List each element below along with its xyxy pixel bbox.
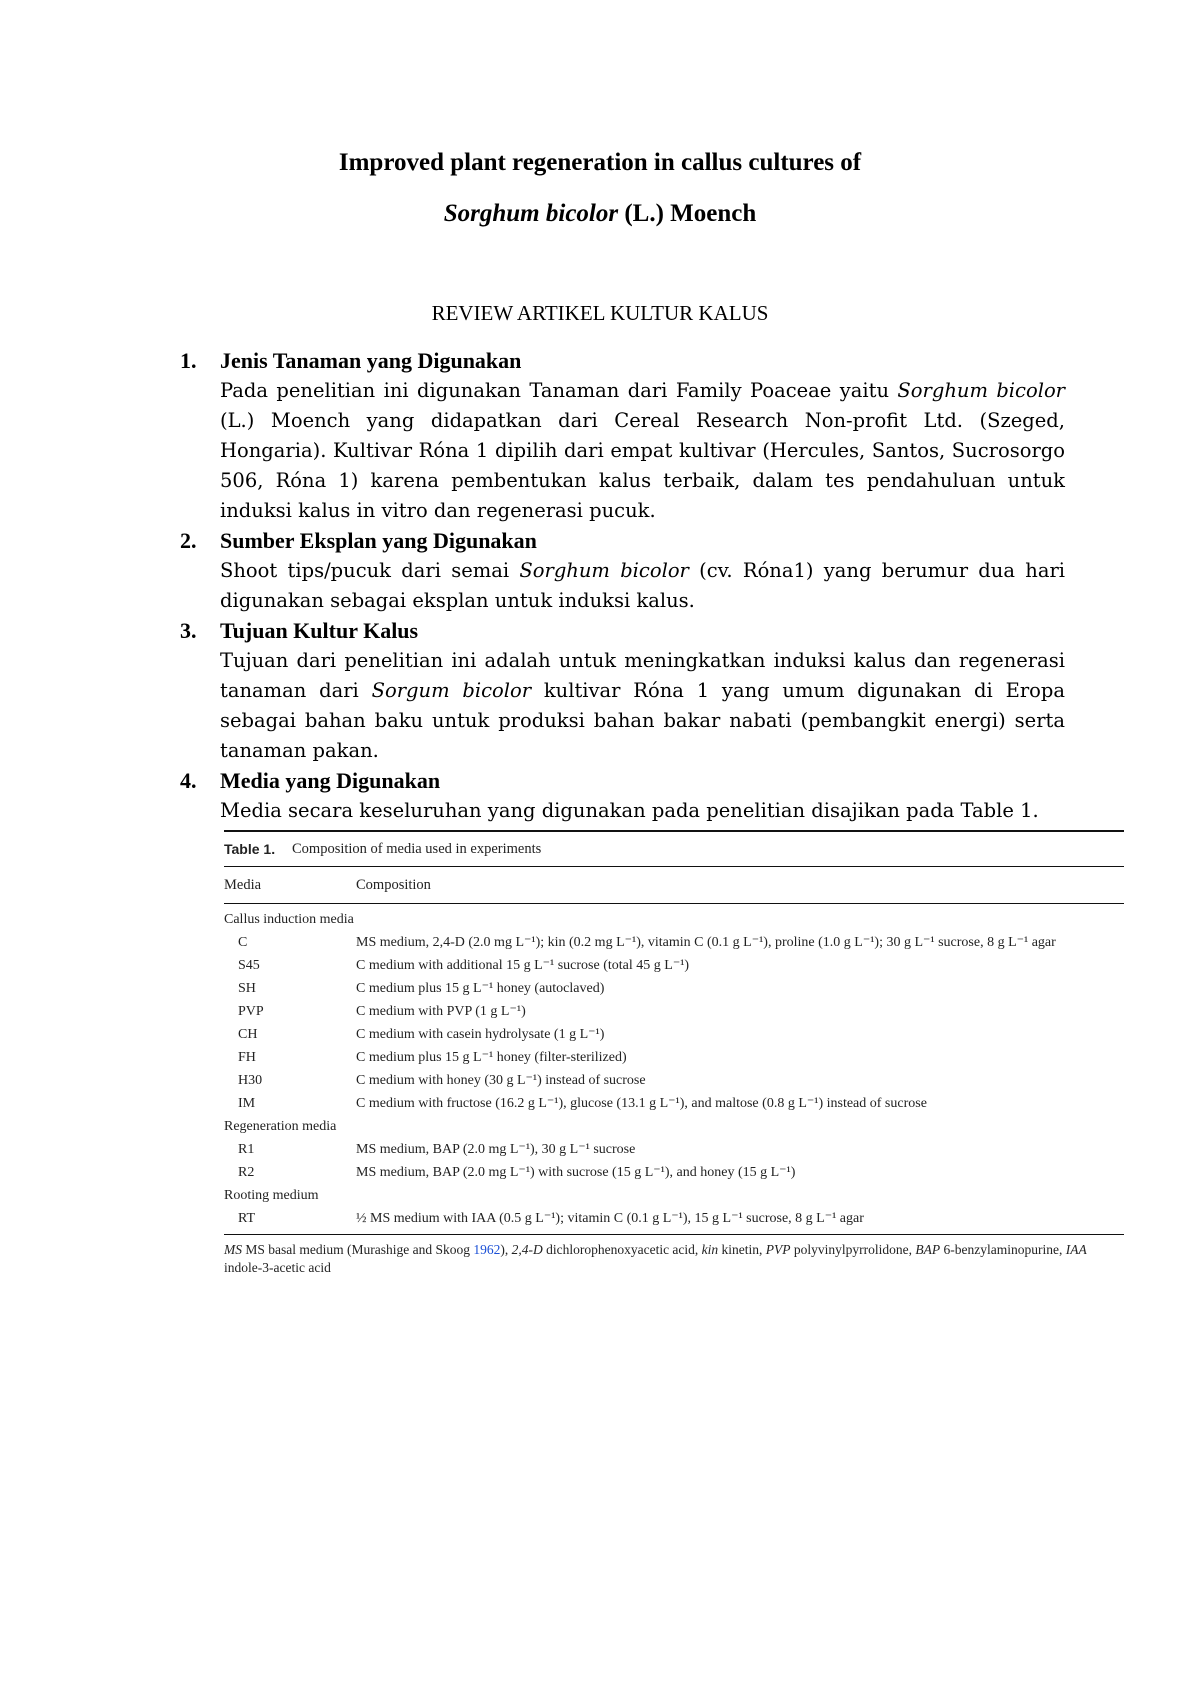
- italic-text: Sorghum bicolor: [897, 379, 1066, 402]
- composition-cell: MS medium, BAP (2.0 mg L⁻¹) with sucrose (15 g L⁻¹), and honey (15 g L⁻¹): [356, 1165, 796, 1180]
- section-body: [220, 376, 1065, 526]
- abbreviation-text: PVP: [765, 1242, 791, 1257]
- column-header-media: Media: [224, 876, 262, 893]
- section-item: [180, 616, 1065, 766]
- table-row: [224, 1046, 1124, 1069]
- section-number: 4.: [180, 768, 197, 793]
- section-heading: Media yang Digunakan: [220, 768, 441, 793]
- table-bottom-rule: [224, 1234, 1124, 1235]
- media-table: [224, 830, 1124, 1277]
- table-row: [224, 954, 1124, 977]
- media-code-cell: PVP: [238, 1003, 264, 1019]
- section-heading: Tujuan Kultur Kalus: [220, 618, 419, 643]
- table-label: Table 1.: [224, 841, 276, 857]
- body-text: Media secara keseluruhan yang digunakan pada penelitian disajikan pada Table 1.: [220, 799, 1039, 822]
- composition-cell: C medium with casein hydrolysate (1 g L⁻¹): [356, 1027, 605, 1042]
- italic-text: Sorgum bicolor: [371, 679, 532, 702]
- table-row: [224, 1161, 1124, 1184]
- section-item: [180, 766, 1065, 826]
- composition-cell: C medium with additional 15 g L⁻¹ sucrose (total 45 g L⁻¹): [356, 958, 690, 973]
- table-row: [224, 931, 1124, 954]
- section-list: [180, 346, 1065, 826]
- table-row: [224, 1069, 1124, 1092]
- species-author: (L.) Moench: [618, 200, 757, 227]
- section-number: 3.: [180, 618, 197, 643]
- table-row: [224, 1092, 1124, 1115]
- body-text: (cv. Róna1) yang berumur dua hari digunakan sebagai eksplan untuk induksi kalus.: [220, 559, 1066, 612]
- body-text: kultivar Róna 1 yang umum digunakan di Eropa sebagai bahan baku untuk produksi bahan bakar nabati (pembangkit energi) serta tanaman pakan.: [220, 679, 1065, 762]
- composition-cell: C medium with honey (30 g L⁻¹) instead of sucrose: [356, 1073, 646, 1088]
- body-text: Tujuan dari penelitian ini adalah untuk meningkatkan induksi kalus dan regenerasi tanaman dari: [220, 649, 1065, 702]
- section-item: [180, 346, 1065, 526]
- footnote-text: MS basal medium (Murashige and Skoog: [242, 1242, 474, 1257]
- table-body: [224, 904, 1124, 1234]
- table-row: [224, 1207, 1124, 1230]
- table-row: [224, 1023, 1124, 1046]
- composition-cell: ½ MS medium with IAA (0.5 g L⁻¹); vitamin C (0.1 g L⁻¹), 15 g L⁻¹ sucrose, 8 g L⁻¹ agar: [356, 1211, 864, 1226]
- footnote-text: kinetin,: [718, 1242, 766, 1257]
- table-caption-text: Composition of media used in experiments: [292, 840, 542, 857]
- table-row: [224, 1000, 1124, 1023]
- composition-cell: C medium plus 15 g L⁻¹ honey (autoclaved): [356, 981, 605, 996]
- media-code-cell: RT: [238, 1210, 256, 1226]
- body-text: (L.) Moench yang didapatkan dari Cereal Research Non-profit Ltd. (Szeged, Hongaria). Kultivar Róna 1 dipilih dari empat kultivar (Hercules, Santos, Sucrosorgo 506, Róna 1) karena pembentukan kalus terbaik, dalam tes pendahuluan untuk induksi kalus in vitro dan regenerasi pucuk.: [220, 409, 1065, 522]
- table-footnote: [224, 1241, 1124, 1277]
- footnote-text: polyvinylpyrrolidone,: [790, 1242, 916, 1257]
- table-row: [224, 1138, 1124, 1161]
- section-body: [220, 796, 1065, 826]
- composition-cell: MS medium, BAP (2.0 mg L⁻¹), 30 g L⁻¹ sucrose: [356, 1142, 636, 1157]
- table-caption: [224, 832, 1124, 866]
- media-code-cell: S45: [238, 957, 260, 973]
- column-header-composition: Composition: [356, 876, 431, 893]
- table-group-heading: Rooting medium: [224, 1187, 319, 1203]
- body-text: Shoot tips/pucuk dari semai: [220, 559, 520, 582]
- document-title-line-2: [0, 200, 1200, 228]
- abbreviation-text: 2,4-D: [511, 1242, 543, 1257]
- composition-cell: C medium with PVP (1 g L⁻¹): [356, 1004, 526, 1019]
- media-code-cell: H30: [238, 1072, 263, 1088]
- section-item: [180, 526, 1065, 616]
- section-heading: Sumber Eksplan yang Digunakan: [220, 528, 537, 553]
- composition-cell: MS medium, 2,4-D (2.0 mg L⁻¹); kin (0.2 mg L⁻¹), vitamin C (0.1 g L⁻¹), proline (1.0 g L⁻¹); 30 g L⁻¹ sucrose, 8 g L⁻¹ agar: [356, 935, 1056, 950]
- footnote-text: ),: [500, 1242, 512, 1257]
- table-header: [224, 867, 1124, 903]
- document-title-line-1: Improved plant regeneration in callus cultures of: [338, 149, 862, 176]
- media-code-cell: SH: [238, 980, 256, 996]
- abbreviation-text: BAP: [915, 1242, 941, 1257]
- media-code-cell: C: [238, 934, 248, 950]
- footnote-text: dichlorophenoxyacetic acid,: [542, 1242, 702, 1257]
- citation-link: 1962: [473, 1242, 501, 1257]
- species-name: Sorghum bicolor: [443, 200, 619, 227]
- footnote-text: indole-3-acetic acid: [224, 1260, 331, 1275]
- document-subtitle: REVIEW ARTIKEL KULTUR KALUS: [431, 301, 769, 325]
- body-text: Pada penelitian ini digunakan Tanaman dari Family Poaceae yaitu: [220, 379, 898, 402]
- section-number: 1.: [180, 348, 197, 373]
- section-heading: Jenis Tanaman yang Digunakan: [220, 348, 522, 373]
- table-group-heading: Regeneration media: [224, 1118, 337, 1134]
- abbreviation-text: IAA: [1065, 1242, 1087, 1257]
- italic-text: Sorghum bicolor: [519, 559, 689, 582]
- media-code-cell: R1: [238, 1141, 255, 1157]
- section-body: [220, 646, 1065, 766]
- section-number: 2.: [180, 528, 197, 553]
- table-group-heading: Callus induction media: [224, 911, 354, 927]
- section-body: [220, 556, 1065, 616]
- composition-cell: C medium plus 15 g L⁻¹ honey (filter-sterilized): [356, 1050, 627, 1065]
- composition-cell: C medium with fructose (16.2 g L⁻¹), glucose (13.1 g L⁻¹), and maltose (0.8 g L⁻¹) instead of sucrose: [356, 1096, 927, 1111]
- media-code-cell: CH: [238, 1026, 258, 1042]
- media-code-cell: FH: [238, 1049, 256, 1065]
- footnote-text: 6-benzylaminopurine,: [940, 1242, 1066, 1257]
- media-code-cell: IM: [238, 1095, 256, 1111]
- media-code-cell: R2: [238, 1164, 255, 1180]
- table-row: [224, 977, 1124, 1000]
- abbreviation-text: kin: [701, 1242, 719, 1257]
- abbreviation-text: MS: [224, 1242, 242, 1257]
